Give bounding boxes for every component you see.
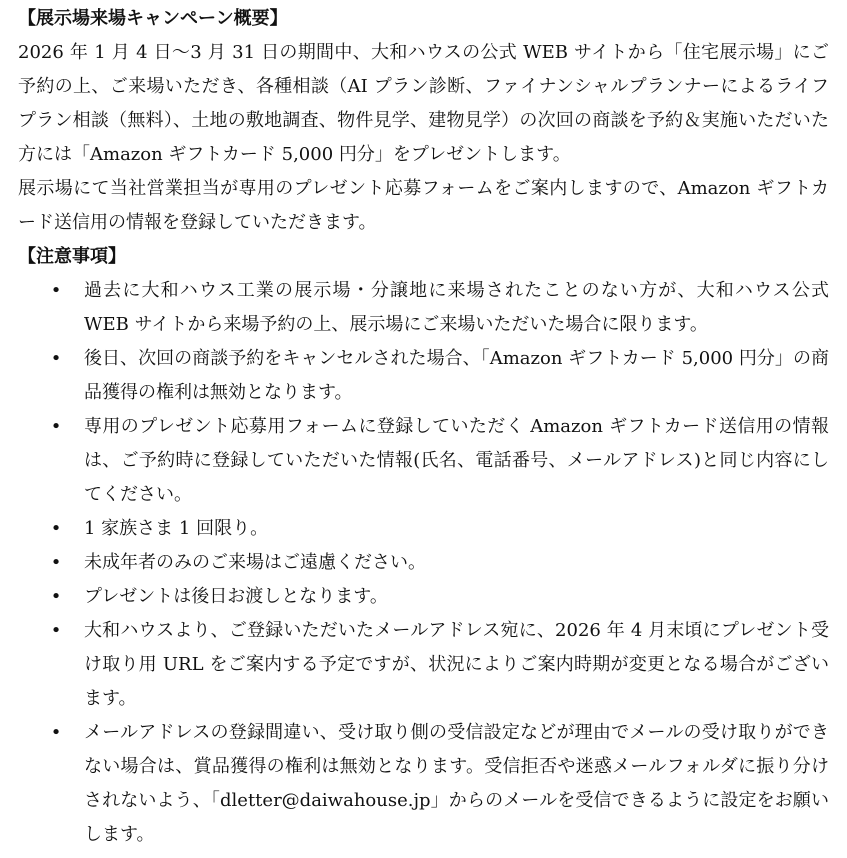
note-text: メールアドレスの登録間違い、受け取り側の受信設定などが理由でメールの受け取りができない場合は、賞品獲得の権利は無効となります。受信拒否や迷惑メールフォルダに振り分けされないよう、「dletter@daiwahouse.jp」からのメールを受信できるように設定をお願いします。	[84, 722, 829, 845]
note-text: 専用のプレゼント応募用フォームに登録していただく Amazon ギフトカード送信用の情報は、ご予約時に登録していただいた情報(氏名、電話番号、メールアドレス)と同じ内容にしてください。	[84, 416, 829, 505]
note-text: 過去に大和ハウス工業の展示場・分譲地に来場されたことのない方が、大和ハウス公式 WEB サイトから来場予約の上、展示場にご来場いただいた場合に限ります。	[84, 280, 829, 335]
note-text: 1 家族さま 1 回限り。	[84, 518, 269, 539]
bullet-marker: •	[50, 722, 62, 743]
overview-heading: 【展示場来場キャンペーン概要】	[18, 8, 288, 29]
list-item	[18, 512, 829, 546]
list-item	[18, 410, 829, 512]
bullet-marker: •	[50, 620, 62, 641]
list-item	[18, 614, 829, 716]
list-item	[18, 274, 829, 342]
list-item	[18, 716, 829, 852]
bullet-marker: •	[50, 518, 62, 539]
list-item	[18, 580, 829, 614]
notes-list	[18, 274, 829, 852]
bullet-marker: •	[50, 586, 62, 607]
list-item	[18, 546, 829, 580]
list-item	[18, 342, 829, 410]
bullet-marker: •	[50, 416, 62, 437]
note-text: 未成年者のみのご来場はご遠慮ください。	[84, 552, 426, 573]
bullet-marker: •	[50, 552, 62, 573]
notes-heading: 【注意事項】	[18, 246, 126, 267]
overview-paragraph-2: 展示場にて当社営業担当が専用のプレゼント応募フォームをご案内しますので、Amazon ギフトカード送信用の情報を登録していただきます。	[18, 178, 829, 233]
overview-paragraph-1: 2026 年 1 月 4 日～3 月 31 日の期間中、大和ハウスの公式 WEB サイトから「住宅展示場」にご予約の上、ご来場いただき、各種相談（AI プラン診断、ファイナンシャルプランナーによるライフプラン相談（無料）、土地の敷地調査、物件見学、建物見学）の次回の商談を予約＆実施いただいた方には「Amazon ギフトカード 5,000 円分」をプレゼントします。	[18, 42, 829, 165]
note-text: 後日、次回の商談予約をキャンセルされた場合、「Amazon ギフトカード 5,000 円分」の商品獲得の権利は無効となります。	[84, 348, 829, 403]
bullet-marker: •	[50, 348, 62, 369]
note-text: 大和ハウスより、ご登録いただいたメールアドレス宛に、2026 年 4 月末頃にプレゼント受け取り用 URL をご案内する予定ですが、状況によりご案内時期が変更となる場合がございます。	[84, 620, 829, 709]
bullet-marker: •	[50, 280, 62, 301]
note-text: プレゼントは後日お渡しとなります。	[84, 586, 388, 607]
